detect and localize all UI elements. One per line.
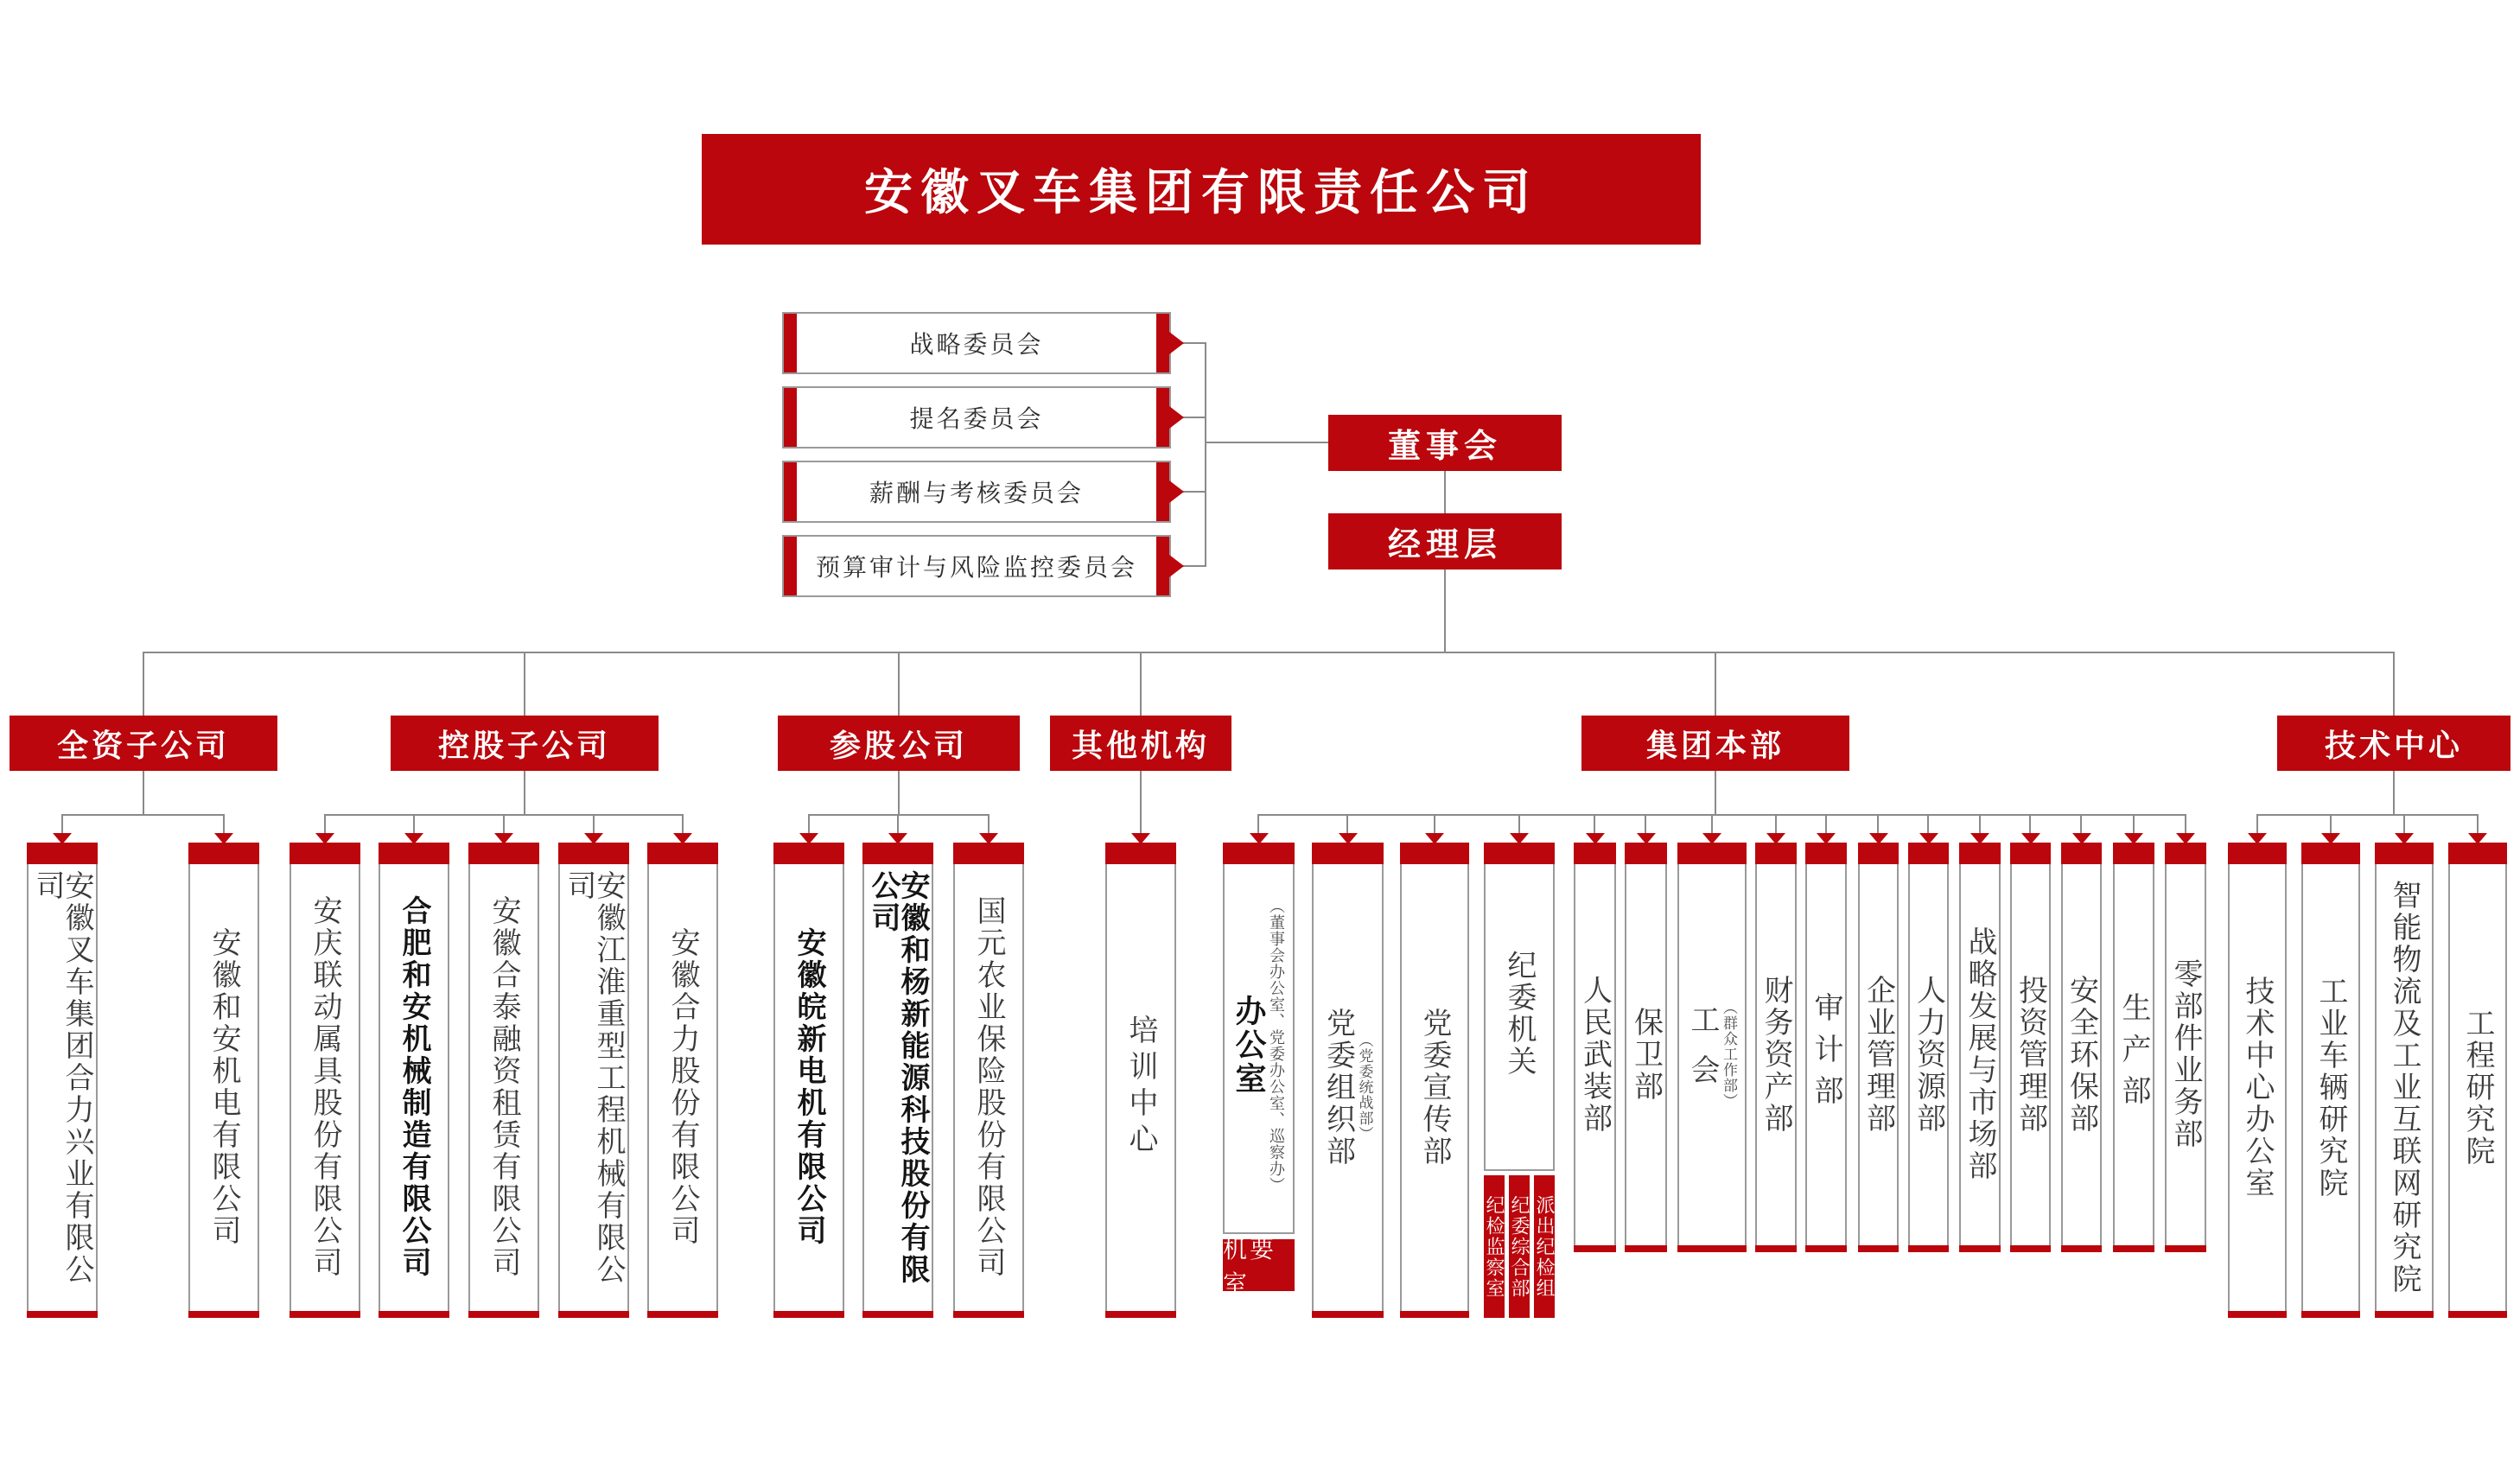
committee-remuneration-appraisal [782, 461, 1171, 523]
dept-name: 纪委机关 [1503, 950, 1536, 1078]
connector-arrow-icon [1510, 833, 1529, 844]
branch-label: 技术中心 [2324, 727, 2463, 763]
tech-unit-2 [2375, 843, 2434, 1318]
hq-dept-discipline-commission [1484, 843, 1555, 1171]
hq-dept-party-organization [1312, 843, 1384, 1318]
branch-other [1050, 716, 1231, 771]
company-name: 安徽合力股份有限公司 [666, 927, 699, 1247]
tech-unit-1 [2301, 843, 2360, 1318]
equity-company-2 [953, 843, 1024, 1318]
hq-dept-party-publicity [1400, 843, 1469, 1318]
hq-dept-strategy-market [1959, 843, 2001, 1252]
training-center-node [1105, 843, 1176, 1318]
connector-arrow-icon [1970, 833, 1989, 844]
hq-dept-safety-environment [2061, 843, 2102, 1252]
connector-arrow-icon [2124, 833, 2143, 844]
hq-dept-security [1625, 843, 1667, 1252]
discipline-sub-0 [1484, 1175, 1505, 1318]
company-name: 合肥和安机械制造有限公司 [398, 895, 430, 1279]
hq-dept-human-resources [1908, 843, 1949, 1252]
arrow-right-icon [1169, 555, 1184, 577]
connector-arrow-icon [2176, 833, 2195, 844]
connector-arrow-icon [2468, 833, 2487, 844]
connector-arrow-icon [1766, 833, 1785, 844]
company-title: 安徽叉车集团有限责任公司 [864, 165, 1538, 220]
connector-arrow-icon [404, 833, 423, 844]
board-of-directors-box [1328, 415, 1562, 471]
unit-name: 培训中心 [1124, 1015, 1157, 1160]
company-title-banner [702, 134, 1701, 245]
dept-name: 办公室 [1231, 995, 1267, 1096]
connector-arrow-icon [1637, 833, 1656, 844]
dept-name: 零部件业务部 [2169, 958, 2202, 1150]
branch-equity [778, 716, 1020, 771]
holding-company-4 [647, 843, 718, 1318]
sub-dept-name: 纪委综合部 [1509, 1194, 1530, 1299]
dept-name: 审计部 [1810, 992, 1842, 1117]
dept-name: 党委宣传部 [1418, 1007, 1451, 1168]
hq-dept-audit [1805, 843, 1847, 1252]
branch-label: 其他机构 [1071, 727, 1210, 763]
committee-label: 薪酬与考核委员会 [869, 480, 1084, 506]
wholly-company-1 [188, 843, 259, 1318]
holding-company-3 [558, 843, 629, 1318]
arrow-right-icon [1169, 332, 1184, 354]
equity-company-1 [862, 843, 933, 1318]
dept-note: （党委统战部） [1356, 1033, 1373, 1142]
dept-note: （群众工作部） [1721, 1000, 1737, 1109]
company-name: 安徽江淮重型工程机械有限公司 [563, 870, 625, 1286]
board-label: 董事会 [1387, 429, 1502, 465]
connector-arrow-icon [1250, 833, 1269, 844]
hq-dept-finance [1755, 843, 1797, 1252]
connector-arrow-icon [888, 833, 907, 844]
dept-name: 人力资源部 [1912, 974, 1945, 1135]
connector-arrow-icon [2321, 833, 2340, 844]
management-label: 经理层 [1387, 527, 1502, 563]
hq-dept-enterprise-management [1858, 843, 1899, 1252]
branch-holding [391, 716, 659, 771]
dept-name: 安全环保部 [2065, 974, 2098, 1135]
hq-dept-parts-business [2165, 843, 2206, 1252]
hq-dept-investment [2010, 843, 2051, 1252]
sub-dept-name: 机要室 [1223, 1236, 1277, 1297]
company-name: 安徽和杨新能源科技股份有限公司 [867, 870, 929, 1286]
hq-dept-office [1223, 843, 1295, 1234]
company-name: 国元农业保险股份有限公司 [972, 895, 1005, 1279]
committee-strategy [782, 312, 1171, 374]
sub-dept-name: 纪检监察室 [1484, 1194, 1505, 1299]
connector-arrow-icon [2072, 833, 2091, 844]
dept-note: （董事会办公室、党委办公室、巡察办） [1268, 897, 1285, 1193]
connector-arrow-icon [1425, 833, 1444, 844]
branch-label: 参股公司 [829, 727, 968, 763]
tech-unit-3 [2448, 843, 2507, 1318]
tech-unit-0 [2228, 843, 2287, 1318]
connector-arrow-icon [1919, 833, 1938, 844]
management-layer-box [1328, 513, 1562, 569]
arrow-right-icon [1169, 406, 1184, 429]
company-name: 安徽皖新电机有限公司 [792, 927, 825, 1247]
connector-arrow-icon [1339, 833, 1358, 844]
holding-company-0 [290, 843, 360, 1318]
connector-arrow-icon [1817, 833, 1836, 844]
dept-name: 人民武装部 [1578, 974, 1612, 1135]
unit-name: 工业车辆研究院 [2314, 975, 2347, 1199]
company-name: 安徽叉车集团合力兴业有限公司 [31, 870, 93, 1286]
dept-name: 党委组织部 [1321, 1007, 1355, 1168]
branch-label: 集团本部 [1645, 727, 1785, 763]
branch-wholly-owned [10, 716, 277, 771]
connector-arrow-icon [2248, 833, 2267, 844]
dept-name: 生产部 [2117, 992, 2150, 1117]
hq-dept-union [1677, 843, 1747, 1252]
arrow-right-icon [1169, 480, 1184, 503]
holding-company-2 [468, 843, 539, 1318]
branch-headquarters [1581, 716, 1849, 771]
company-name: 安庆联动属具股份有限公司 [309, 895, 341, 1279]
connector-arrow-icon [315, 833, 334, 844]
company-name: 安徽合泰融资租赁有限公司 [487, 895, 520, 1279]
branch-label: 控股子公司 [437, 727, 611, 763]
connector-arrow-icon [1131, 833, 1150, 844]
branch-tech-center [2277, 716, 2510, 771]
dept-name: 财务资产部 [1760, 974, 1792, 1135]
committee-nomination [782, 386, 1171, 449]
hq-dept-production [2113, 843, 2154, 1252]
unit-name: 智能物流及工业互联网研究院 [2388, 879, 2421, 1295]
branch-label: 全资子公司 [56, 727, 230, 763]
hq-dept-militia [1574, 843, 1616, 1252]
dept-name: 企业管理部 [1861, 974, 1895, 1135]
committee-label: 战略委员会 [909, 331, 1044, 358]
dept-name: 投资管理部 [2014, 974, 2047, 1135]
connector-arrow-icon [1586, 833, 1605, 844]
connector-arrow-icon [799, 833, 818, 844]
committee-label: 预算审计与风险监控委员会 [815, 554, 1137, 581]
connector-arrow-icon [979, 833, 998, 844]
committee-budget-audit-risk [782, 535, 1171, 597]
unit-name: 工程研究院 [2461, 1007, 2494, 1168]
connector-arrow-icon [1702, 833, 1721, 844]
connector-arrow-icon [53, 833, 72, 844]
connector-arrow-icon [1869, 833, 1888, 844]
dept-name: 工会 [1686, 1004, 1719, 1104]
sub-dept-name: 派出纪检组 [1534, 1194, 1556, 1299]
dept-name: 战略发展与市场部 [1963, 926, 1996, 1182]
connector-arrow-icon [2395, 833, 2414, 844]
wholly-company-0 [27, 843, 98, 1318]
holding-company-1 [379, 843, 449, 1318]
unit-name: 技术中心办公室 [2241, 975, 2274, 1199]
connector-arrow-icon [673, 833, 692, 844]
connector-arrow-icon [494, 833, 513, 844]
committee-label: 提名委员会 [909, 405, 1044, 432]
discipline-sub-2 [1534, 1175, 1555, 1318]
connector-arrow-icon [214, 833, 233, 844]
discipline-sub-1 [1509, 1175, 1530, 1318]
connector-arrow-icon [584, 833, 603, 844]
equity-company-0 [773, 843, 844, 1318]
hq-dept-office-sub-keyroom [1223, 1236, 1295, 1297]
dept-name: 保卫部 [1629, 1006, 1663, 1103]
company-name: 安徽和安机电有限公司 [207, 927, 240, 1247]
connector-arrow-icon [2021, 833, 2040, 844]
